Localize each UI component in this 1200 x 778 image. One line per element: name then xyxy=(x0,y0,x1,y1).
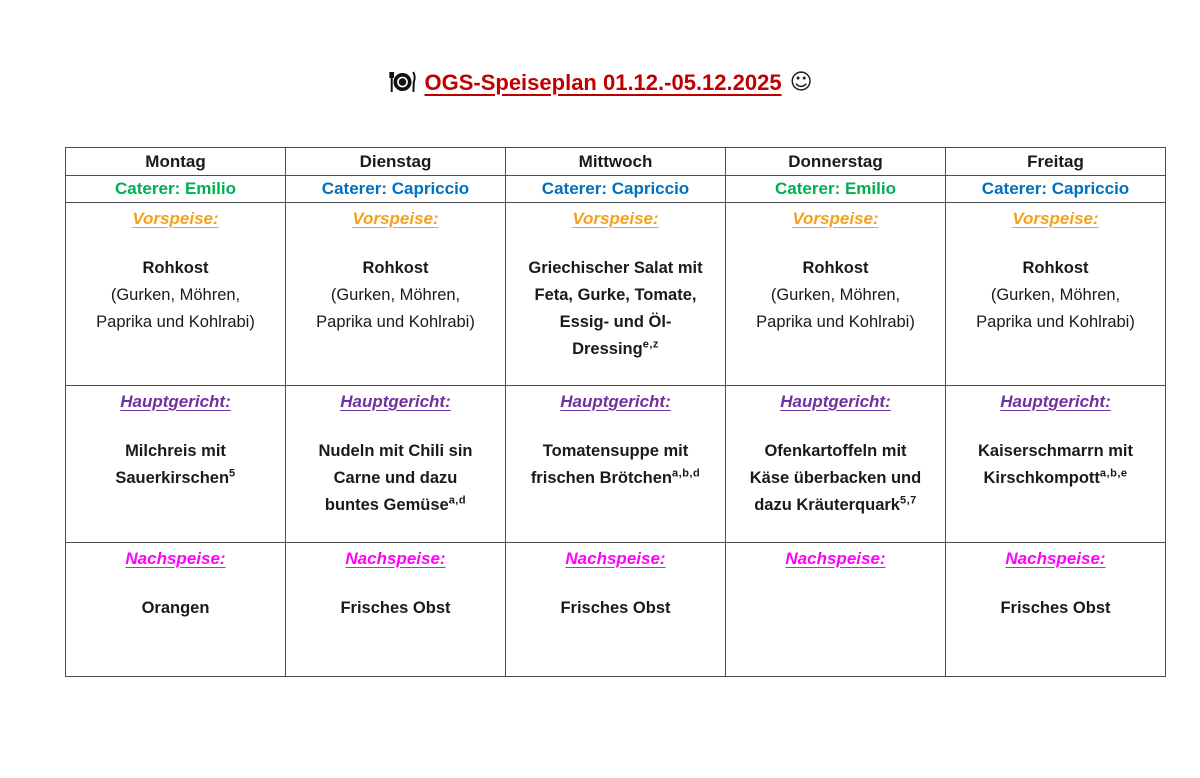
nachspeise-label: Nachspeise: xyxy=(785,549,886,568)
nachspeise-label: Nachspeise: xyxy=(565,549,666,568)
vorspeise-cell-freitag xyxy=(946,203,1166,386)
page-title xyxy=(0,70,1200,106)
vorspeise-label: Vorspeise: xyxy=(1012,209,1099,228)
vorspeise-dish: Griechischer Salat mit Feta, Gurke, Tomate, Essig- und Öl- Dressing$^{e,z}$ xyxy=(528,259,703,358)
caterer-row xyxy=(66,176,1166,203)
hauptgericht-cell-montag xyxy=(66,386,286,543)
hauptgericht-dish: Tomatensuppe mit frischen Brötchen$^{a,b,d}$ xyxy=(530,442,701,487)
nachspeise-dish: Orangen xyxy=(141,599,210,617)
nachspeise-dish: Frisches Obst xyxy=(560,599,671,617)
hauptgericht-dish: Milchreis mit Sauerkirschen$^5$ xyxy=(115,442,236,487)
vorspeise-label: Vorspeise: xyxy=(792,209,879,228)
vorspeise-dish: Rohkost (Gurken, Möhren, Paprika und Kohlrabi) xyxy=(976,259,1135,331)
caterer-label: Caterer: Emilio xyxy=(775,179,896,198)
hauptgericht-cell-dienstag xyxy=(286,386,506,543)
caterer-cell-montag xyxy=(66,176,286,203)
day-header-montag: Montag xyxy=(66,148,286,176)
hauptgericht-label: Hauptgericht: xyxy=(560,392,671,411)
nachspeise-cell-freitag xyxy=(946,543,1166,677)
hauptgericht-label: Hauptgericht: xyxy=(1000,392,1111,411)
day-header-donnerstag: Donnerstag xyxy=(726,148,946,176)
caterer-cell-dienstag xyxy=(286,176,506,203)
allergen-superscript: 5 xyxy=(229,467,236,480)
nachspeise-dish: Frisches Obst xyxy=(1000,599,1111,617)
nachspeise-label: Nachspeise: xyxy=(1005,549,1106,568)
caterer-label: Caterer: Capriccio xyxy=(321,179,470,198)
vorspeise-cell-dienstag xyxy=(286,203,506,386)
allergen-superscript: e,z xyxy=(642,338,659,351)
day-header-mittwoch: Mittwoch xyxy=(506,148,726,176)
vorspeise-label: Vorspeise: xyxy=(352,209,439,228)
hauptgericht-label: Hauptgericht: xyxy=(780,392,891,411)
vorspeise-cell-montag xyxy=(66,203,286,386)
hauptgericht-cell-freitag xyxy=(946,386,1166,543)
nachspeise-cell-mittwoch xyxy=(506,543,726,677)
day-header-dienstag: Dienstag xyxy=(286,148,506,176)
hauptgericht-label: Hauptgericht: xyxy=(120,392,231,411)
caterer-cell-mittwoch xyxy=(506,176,726,203)
vorspeise-cell-donnerstag xyxy=(726,203,946,386)
nachspeise-label: Nachspeise: xyxy=(125,549,226,568)
nachspeise-cell-dienstag xyxy=(286,543,506,677)
allergen-superscript: a,b,d xyxy=(672,467,701,480)
allergen-superscript: a,b,e xyxy=(1099,467,1128,480)
nachspeise-label: Nachspeise: xyxy=(345,549,446,568)
day-header-freitag: Freitag xyxy=(946,148,1166,176)
hauptgericht-dish: Kaiserschmarrn mit Kirschkompott$^{a,b,e}$ xyxy=(978,442,1133,487)
vorspeise-row xyxy=(66,203,1166,386)
vorspeise-dish: Rohkost (Gurken, Möhren, Paprika und Kohlrabi) xyxy=(96,259,255,331)
allergen-superscript: a,d xyxy=(448,494,467,507)
vorspeise-dish: Rohkost (Gurken, Möhren, Paprika und Kohlrabi) xyxy=(756,259,915,331)
nachspeise-row xyxy=(66,543,1166,677)
nachspeise-cell-montag xyxy=(66,543,286,677)
nachspeise-cell-donnerstag xyxy=(726,543,946,677)
allergen-superscript: 5,7 xyxy=(900,494,917,507)
caterer-cell-freitag xyxy=(946,176,1166,203)
caterer-cell-donnerstag xyxy=(726,176,946,203)
vorspeise-dish: Rohkost (Gurken, Möhren, Paprika und Kohlrabi) xyxy=(316,259,475,331)
vorspeise-label: Vorspeise: xyxy=(572,209,659,228)
hauptgericht-row xyxy=(66,386,1166,543)
smiley-icon: ☺ xyxy=(789,70,813,95)
hauptgericht-cell-mittwoch xyxy=(506,386,726,543)
caterer-label: Caterer: Capriccio xyxy=(981,179,1130,198)
meal-plan-table xyxy=(65,147,1166,677)
hauptgericht-cell-donnerstag xyxy=(726,386,946,543)
hauptgericht-dish: Ofenkartoffeln mit Käse überbacken und dazu Kräuterquark$^{5,7}$ xyxy=(749,442,922,514)
day-header-row xyxy=(66,148,1166,176)
nachspeise-dish: Frisches Obst xyxy=(340,599,451,617)
fork-plate-icon xyxy=(387,70,417,99)
hauptgericht-dish: Nudeln mit Chili sin Carne und dazu buntes Gemüse$^{a,d}$ xyxy=(318,442,473,514)
title-text: OGS-Speiseplan 01.12.-05.12.2025 xyxy=(424,70,782,95)
caterer-label: Caterer: Emilio xyxy=(115,179,236,198)
hauptgericht-label: Hauptgericht: xyxy=(340,392,451,411)
vorspeise-label: Vorspeise: xyxy=(132,209,219,228)
vorspeise-cell-mittwoch xyxy=(506,203,726,386)
caterer-label: Caterer: Capriccio xyxy=(541,179,690,198)
